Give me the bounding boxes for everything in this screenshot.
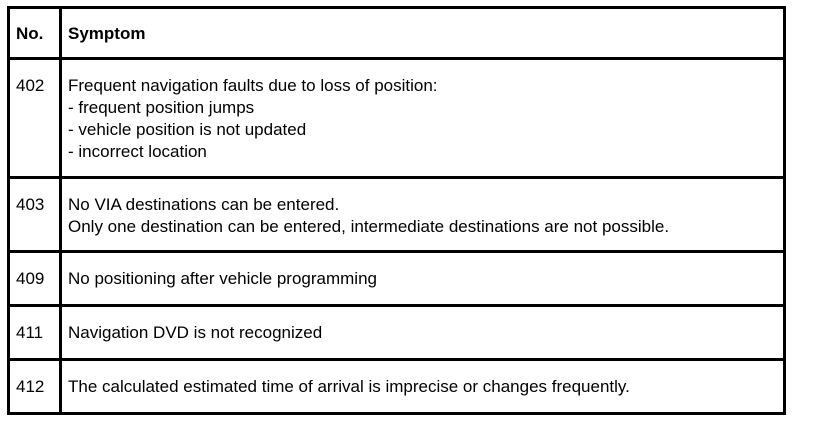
column-header-symptom: Symptom bbox=[61, 8, 785, 59]
symptom-cell bbox=[61, 178, 785, 252]
row-number-cell: 409 bbox=[9, 252, 61, 306]
row-number-cell: 412 bbox=[9, 360, 61, 414]
table-row bbox=[9, 252, 785, 306]
symptom-cell bbox=[61, 59, 785, 178]
table-row bbox=[9, 360, 785, 414]
table-row bbox=[9, 59, 785, 178]
table-row bbox=[9, 306, 785, 360]
symptom-text-line: Only one destination can be entered, intermediate destinations are not possible. bbox=[68, 217, 670, 236]
column-header-no: No. bbox=[9, 8, 61, 59]
table-row bbox=[9, 178, 785, 252]
row-number-cell: 411 bbox=[9, 306, 61, 360]
symptom-cell bbox=[61, 252, 785, 306]
symptom-text-line: No VIA destinations can be entered. bbox=[68, 195, 340, 214]
row-number-cell: 403 bbox=[9, 178, 61, 252]
symptom-text-line: No positioning after vehicle programming bbox=[68, 269, 377, 288]
symptom-text-line: - vehicle position is not updated bbox=[68, 120, 307, 139]
symptom-text-line: - incorrect location bbox=[68, 142, 207, 161]
symptom-cell bbox=[61, 306, 785, 360]
symptom-text-line: Navigation DVD is not recognized bbox=[68, 323, 323, 342]
symptom-text-line: The calculated estimated time of arrival is imprecise or changes frequently. bbox=[68, 377, 630, 396]
row-number-cell: 402 bbox=[9, 59, 61, 178]
table-header-row bbox=[9, 8, 785, 59]
symptom-cell bbox=[61, 360, 785, 414]
symptom-text-line: - frequent position jumps bbox=[68, 98, 255, 117]
symptom-table bbox=[7, 6, 786, 415]
symptom-text-line: Frequent navigation faults due to loss of position: bbox=[68, 76, 438, 95]
